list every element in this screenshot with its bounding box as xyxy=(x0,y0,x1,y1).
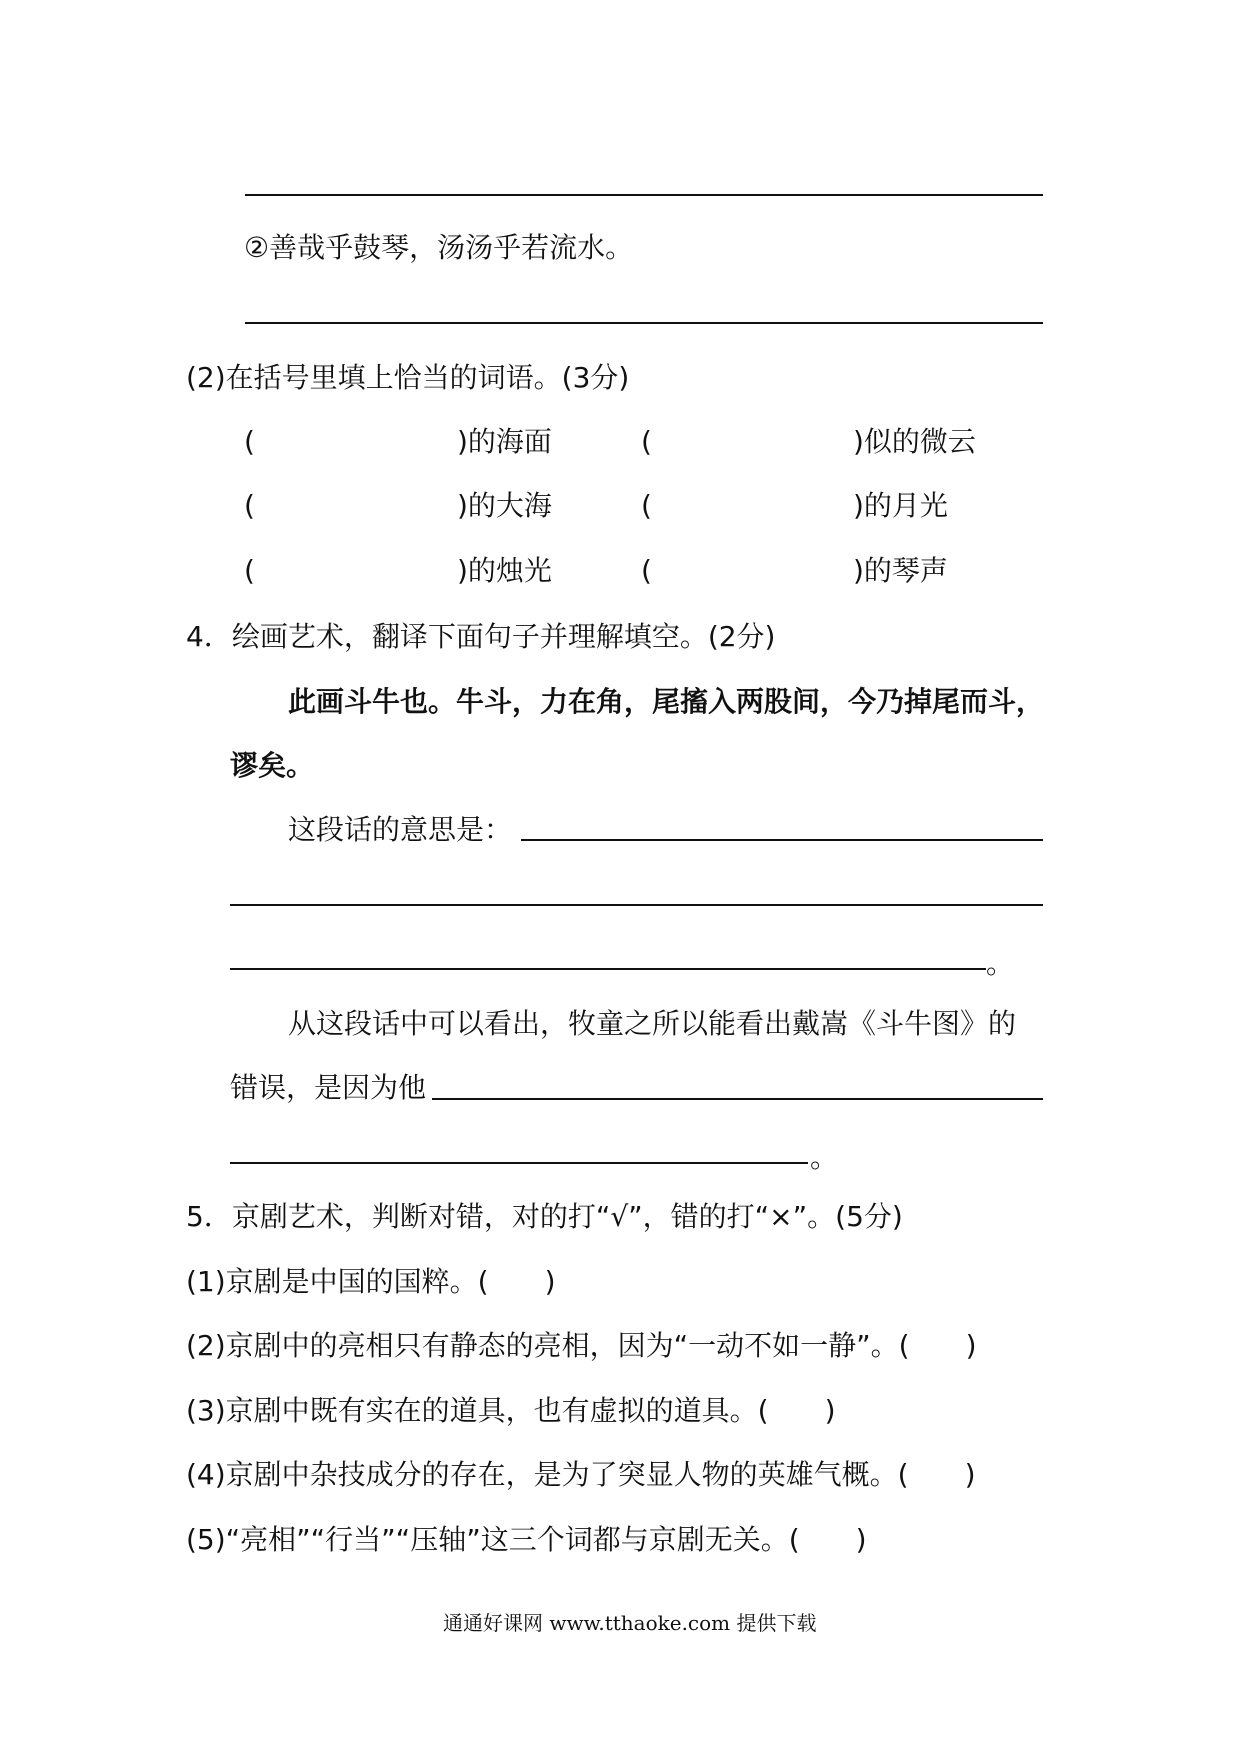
answer-line[interactable] xyxy=(230,968,986,970)
judge-item-1: (1)京剧是中国的国粹。( ) xyxy=(186,1265,556,1298)
blank-left-2: )的大海 xyxy=(457,489,552,522)
open-paren: ( xyxy=(641,489,652,522)
blank-right-2: )的月光 xyxy=(853,489,948,522)
judge-item-2: (2)京剧中的亮相只有静态的亮相，因为“一动不如一静”。( ) xyxy=(186,1329,977,1362)
open-paren: ( xyxy=(244,425,255,458)
page-footer: 通通好课网 www.tthaoke.com 提供下载 xyxy=(443,1611,817,1635)
question-2-heading: (2)在括号里填上恰当的词语。(3分) xyxy=(186,361,630,394)
period-mark: 。 xyxy=(986,947,1015,980)
judge-item-5: (5)“亮相”“行当”“压轴”这三个词都与京剧无关。( ) xyxy=(186,1523,867,1556)
answer-line[interactable] xyxy=(245,322,1043,324)
analysis-line-1: 从这段话中可以看出，牧童之所以能看出戴嵩《斗牛图》的 xyxy=(288,1007,1017,1040)
meaning-label: 这段话的意思是： xyxy=(288,813,513,846)
passage-line-1: 此画斗牛也。牛斗，力在角，尾搐入两股间，今乃掉尾而斗， xyxy=(288,685,1045,718)
passage-line-2: 谬矣。 xyxy=(230,749,315,782)
analysis-line-2: 错误，是因为他 xyxy=(230,1071,427,1104)
blank-left-1: )的海面 xyxy=(457,425,552,458)
answer-line[interactable] xyxy=(230,1162,808,1164)
open-paren: ( xyxy=(641,425,652,458)
question-4-heading: 4．绘画艺术，翻译下面句子并理解填空。(2分) xyxy=(186,620,776,653)
blank-right-1: )似的微云 xyxy=(853,425,976,458)
answer-line[interactable] xyxy=(521,839,1043,841)
sentence-item-2: ②善哉乎鼓琴，汤汤乎若流水。 xyxy=(244,231,634,264)
answer-line[interactable] xyxy=(432,1098,1043,1100)
open-paren: ( xyxy=(244,489,255,522)
judge-item-3: (3)京剧中既有实在的道具，也有虚拟的道具。( ) xyxy=(186,1394,836,1427)
answer-line[interactable] xyxy=(245,194,1043,196)
period-mark: 。 xyxy=(810,1141,839,1174)
blank-right-3: )的琴声 xyxy=(853,554,948,587)
judge-item-4: (4)京剧中杂技成分的存在，是为了突显人物的英雄气概。( ) xyxy=(186,1458,976,1491)
open-paren: ( xyxy=(641,554,652,587)
question-5-heading: 5．京剧艺术，判断对错，对的打“√”，错的打“×”。(5分) xyxy=(186,1200,903,1233)
answer-line[interactable] xyxy=(230,904,1043,906)
blank-left-3: )的烛光 xyxy=(457,554,552,587)
open-paren: ( xyxy=(244,554,255,587)
